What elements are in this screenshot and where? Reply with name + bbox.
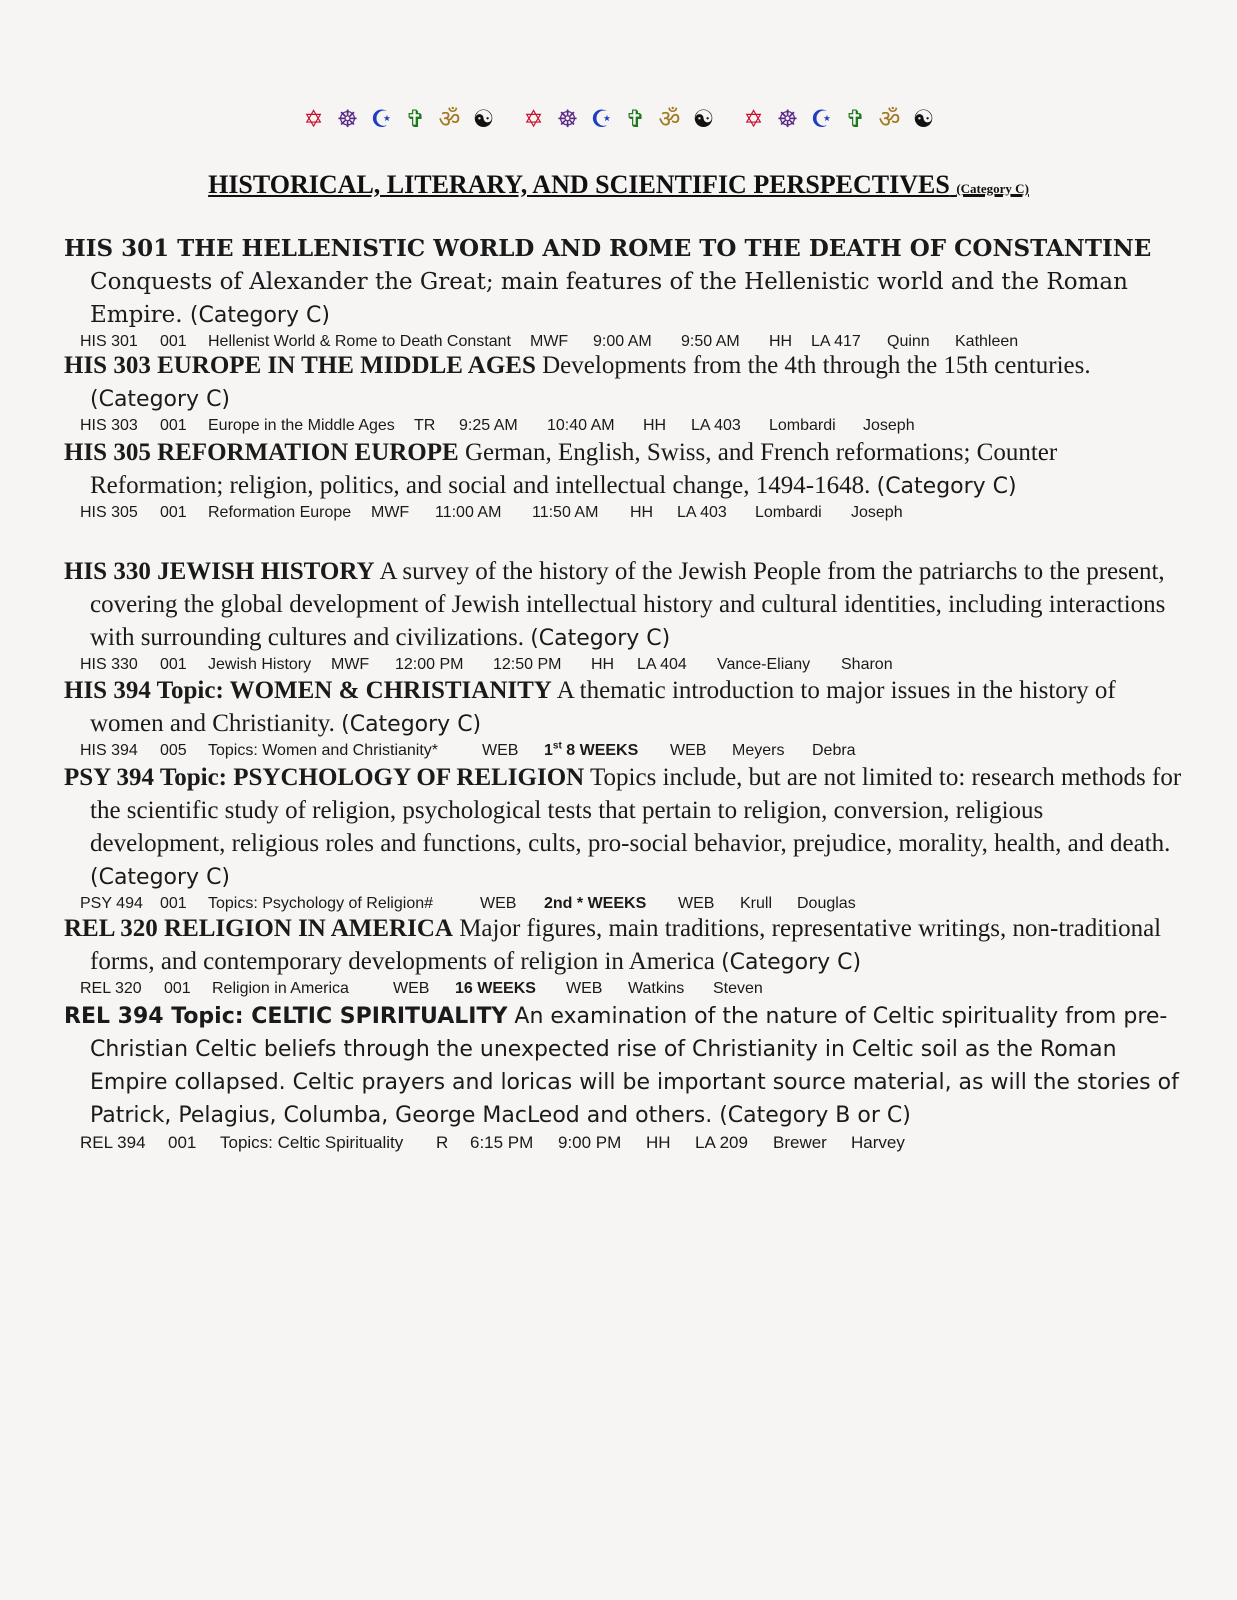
- schedule-instructor-last: Quinn: [887, 333, 930, 350]
- schedule-building: HH: [591, 656, 615, 673]
- yin-yang-icon: ☯: [472, 105, 495, 133]
- schedule-end: 10:40 AM: [547, 417, 615, 434]
- schedule-building: WEB: [566, 980, 603, 997]
- schedule-instructor-last: Lombardi: [769, 417, 836, 434]
- schedule-course: HIS 303: [80, 417, 138, 434]
- schedule-instructor-first: Debra: [812, 742, 856, 759]
- schedule-row: [80, 1132, 1184, 1154]
- schedule-room: LA 404: [637, 656, 687, 673]
- om-icon: ॐ: [658, 105, 681, 133]
- schedule-room: LA 403: [691, 417, 741, 434]
- symbol-group: [741, 104, 937, 134]
- course-description: [64, 912, 1184, 979]
- course-category: (Category C): [189, 303, 330, 328]
- star-and-crescent-icon: ☪: [370, 105, 393, 133]
- schedule-course: HIS 330: [80, 656, 138, 673]
- course-category: (Category C): [530, 626, 671, 651]
- schedule-end: 9:50 AM: [681, 333, 740, 350]
- schedule-title: Europe in the Middle Ages: [208, 417, 395, 434]
- schedule-title: Hellenist World & Rome to Death Constant: [208, 333, 511, 350]
- schedule-instructor-first: Sharon: [841, 656, 893, 673]
- course-heading: HIS 305 REFORMATION EUROPE: [64, 439, 459, 466]
- schedule-instructor-first: Douglas: [797, 895, 856, 912]
- schedule-building: HH: [643, 417, 667, 434]
- schedule-instructor-last: Meyers: [732, 742, 785, 759]
- schedule-section: 001: [160, 895, 187, 912]
- schedule-section: 001: [168, 1133, 197, 1152]
- schedule-building: HH: [646, 1133, 671, 1152]
- yin-yang-icon: ☯: [692, 105, 715, 133]
- schedule-start: 9:00 AM: [593, 333, 652, 350]
- course-description: [64, 232, 1184, 332]
- schedule-term-number: 1: [544, 742, 553, 759]
- course-entry: [64, 674, 1184, 761]
- schedule-section: 001: [160, 504, 187, 521]
- schedule-days: TR: [414, 417, 436, 434]
- schedule-row: [80, 741, 1184, 761]
- cross-icon: ✞: [405, 105, 426, 133]
- schedule-title: Topics: Celtic Spirituality: [220, 1133, 404, 1152]
- course-summary: Conquests of Alexander the Great; main features of the Hellenistic world and the Roman Empire.: [90, 269, 1128, 328]
- schedule-course: HIS 305: [80, 504, 138, 521]
- dharma-wheel-icon: ☸: [556, 105, 579, 133]
- schedule-section: 005: [160, 742, 187, 759]
- course-summary: Major figures, main traditions, representative writings, non-traditional forms, and contemporary developments of religion in America: [90, 915, 1162, 975]
- schedule-instructor-last: Krull: [740, 895, 773, 912]
- schedule-instructor-first: Joseph: [863, 417, 915, 434]
- schedule-building: HH: [769, 333, 793, 350]
- course-heading: HIS 330 JEWISH HISTORY: [64, 558, 375, 585]
- course-description: [64, 349, 1184, 416]
- course-heading: PSY 394 Topic: PSYCHOLOGY OF RELIGION: [64, 764, 585, 791]
- schedule-term: 2nd * WEEKS: [544, 895, 647, 912]
- schedule-section: 001: [160, 417, 187, 434]
- cross-icon: ✞: [625, 105, 646, 133]
- schedule-title: Topics: Psychology of Religion#: [208, 895, 434, 912]
- symbol-group: [301, 104, 497, 134]
- course-description: [64, 436, 1184, 503]
- schedule-row: [80, 979, 1184, 999]
- schedule-days: WEB: [393, 980, 430, 997]
- course-heading: REL 320 RELIGION IN AMERICA: [64, 915, 453, 942]
- schedule-term: [544, 741, 670, 761]
- symbol-group: [521, 104, 717, 134]
- schedule-start: 11:00 AM: [435, 504, 502, 521]
- schedule-row: [80, 655, 1184, 675]
- schedule-course: PSY 494: [80, 895, 143, 912]
- schedule-end: 11:50 AM: [532, 504, 599, 521]
- course-category: (Category B or C): [719, 1103, 911, 1128]
- course-entry: [64, 1000, 1184, 1154]
- schedule-building: WEB: [670, 742, 707, 759]
- schedule-room: LA 417: [811, 333, 861, 350]
- schedule-section: 001: [164, 980, 191, 997]
- schedule-start: 12:00 PM: [395, 656, 464, 673]
- course-summary: German, English, Swiss, and French reformations; Counter Reformation; religion, politics, and social and intellectual change, 1494-1648.: [90, 439, 1058, 499]
- course-heading: HIS 303 EUROPE IN THE MIDDLE AGES: [64, 352, 536, 379]
- dharma-wheel-icon: ☸: [336, 105, 359, 133]
- course-description: [64, 674, 1184, 741]
- star-of-david-icon: ✡: [743, 105, 764, 133]
- schedule-instructor-last: Brewer: [773, 1133, 827, 1152]
- schedule-title: Jewish History: [208, 656, 312, 673]
- schedule-instructor-first: Kathleen: [955, 333, 1019, 350]
- yin-yang-icon: ☯: [912, 105, 935, 133]
- course-summary: Topics include, but are not limited to: research methods for the scientific study of religion, psychological tests that pertain to religion, conversion, religious development, religious roles and functions, cults, pro-social behavior, prejudice, morality, health, and death.: [90, 764, 1182, 857]
- schedule-instructor-last: Vance-Eliany: [717, 656, 811, 673]
- schedule-instructor-last: Lombardi: [755, 504, 822, 521]
- page-title-text: HISTORICAL, LITERARY, AND SCIENTIFIC PERSPECTIVES: [208, 170, 950, 199]
- course-category: (Category C): [90, 387, 231, 412]
- schedule-start: 9:25 AM: [459, 417, 518, 434]
- schedule-building: HH: [630, 504, 654, 521]
- schedule-instructor-first: Joseph: [851, 504, 903, 521]
- course-entry: [64, 912, 1184, 999]
- schedule-end: 12:50 PM: [493, 656, 562, 673]
- schedule-course: REL 394: [80, 1133, 146, 1152]
- schedule-start: 6:15 PM: [470, 1133, 534, 1152]
- om-icon: ॐ: [878, 105, 901, 133]
- schedule-course: REL 320: [80, 980, 142, 997]
- page-title-category: (Category C): [956, 181, 1029, 196]
- schedule-building: WEB: [678, 895, 715, 912]
- course-summary: A thematic introduction to major issues in the history of women and Christianity.: [90, 677, 1116, 737]
- page-title: [0, 170, 1237, 200]
- schedule-days: WEB: [480, 895, 517, 912]
- course-heading: HIS 301 THE HELLENISTIC WORLD AND ROME TO THE DEATH OF CONSTANTINE: [64, 235, 1152, 262]
- schedule-course: HIS 394: [80, 742, 138, 759]
- course-summary: A survey of the history of the Jewish People from the patriarchs to the present, covering the global development of Jewish intellectual history and cultural identities, including interactions with surrounding cultures and civilizations.: [90, 558, 1166, 651]
- course-entry: [64, 349, 1184, 436]
- schedule-section: 001: [160, 333, 187, 350]
- schedule-course: HIS 301: [80, 333, 138, 350]
- schedule-days: WEB: [482, 742, 519, 759]
- course-summary: Developments from the 4th through the 15th centuries.: [542, 352, 1091, 379]
- course-entry: [64, 232, 1184, 352]
- schedule-room: LA 403: [677, 504, 727, 521]
- course-entry: [64, 436, 1184, 523]
- schedule-days: MWF: [371, 504, 410, 521]
- course-category: (Category C): [876, 474, 1017, 499]
- course-description: [64, 761, 1184, 894]
- schedule-term-length: 8 WEEKS: [566, 742, 639, 759]
- course-category: (Category C): [721, 950, 862, 975]
- schedule-row: [80, 416, 1184, 436]
- schedule-title: Religion in America: [212, 980, 349, 997]
- star-of-david-icon: ✡: [523, 105, 544, 133]
- schedule-instructor-first: Harvey: [851, 1133, 905, 1152]
- schedule-term-ordinal: st: [552, 740, 562, 752]
- schedule-days: MWF: [530, 333, 569, 350]
- course-heading: REL 394 Topic: CELTIC SPIRITUALITY: [64, 1004, 508, 1029]
- schedule-title: Topics: Women and Christianity*: [208, 742, 439, 759]
- religious-symbols-row: [0, 104, 1237, 134]
- schedule-row: [80, 503, 1184, 523]
- star-and-crescent-icon: ☪: [590, 105, 613, 133]
- schedule-instructor-last: Watkins: [628, 980, 685, 997]
- course-summary: An examination of the nature of Celtic spirituality from pre-Christian Celtic beliefs through the unexpected rise of Christianity in Celtic soil as the Roman Empire collapsed. Celtic prayers and loricas will be important source material, as will the stories of Patrick, Pelagius, Columba, George MacLeod and others.: [90, 1004, 1179, 1128]
- om-icon: ॐ: [438, 105, 461, 133]
- cross-icon: ✞: [845, 105, 866, 133]
- course-entry: [64, 555, 1184, 675]
- schedule-instructor-first: Steven: [713, 980, 763, 997]
- schedule-title: Reformation Europe: [208, 504, 352, 521]
- course-description: [64, 1000, 1184, 1132]
- course-description: [64, 555, 1184, 655]
- schedule-row: [80, 894, 1184, 914]
- course-heading: HIS 394 Topic: WOMEN & CHRISTIANITY: [64, 677, 552, 704]
- schedule-end: 9:00 PM: [558, 1133, 622, 1152]
- course-category: (Category C): [90, 865, 231, 890]
- schedule-room: LA 209: [695, 1133, 748, 1152]
- dharma-wheel-icon: ☸: [776, 105, 799, 133]
- schedule-section: 001: [160, 656, 187, 673]
- schedule-days: MWF: [331, 656, 370, 673]
- course-category: (Category C): [341, 712, 482, 737]
- schedule-days: R: [436, 1133, 449, 1152]
- schedule-term: 16 WEEKS: [455, 980, 536, 997]
- star-and-crescent-icon: ☪: [810, 105, 833, 133]
- course-entry: [64, 761, 1184, 914]
- star-of-david-icon: ✡: [303, 105, 324, 133]
